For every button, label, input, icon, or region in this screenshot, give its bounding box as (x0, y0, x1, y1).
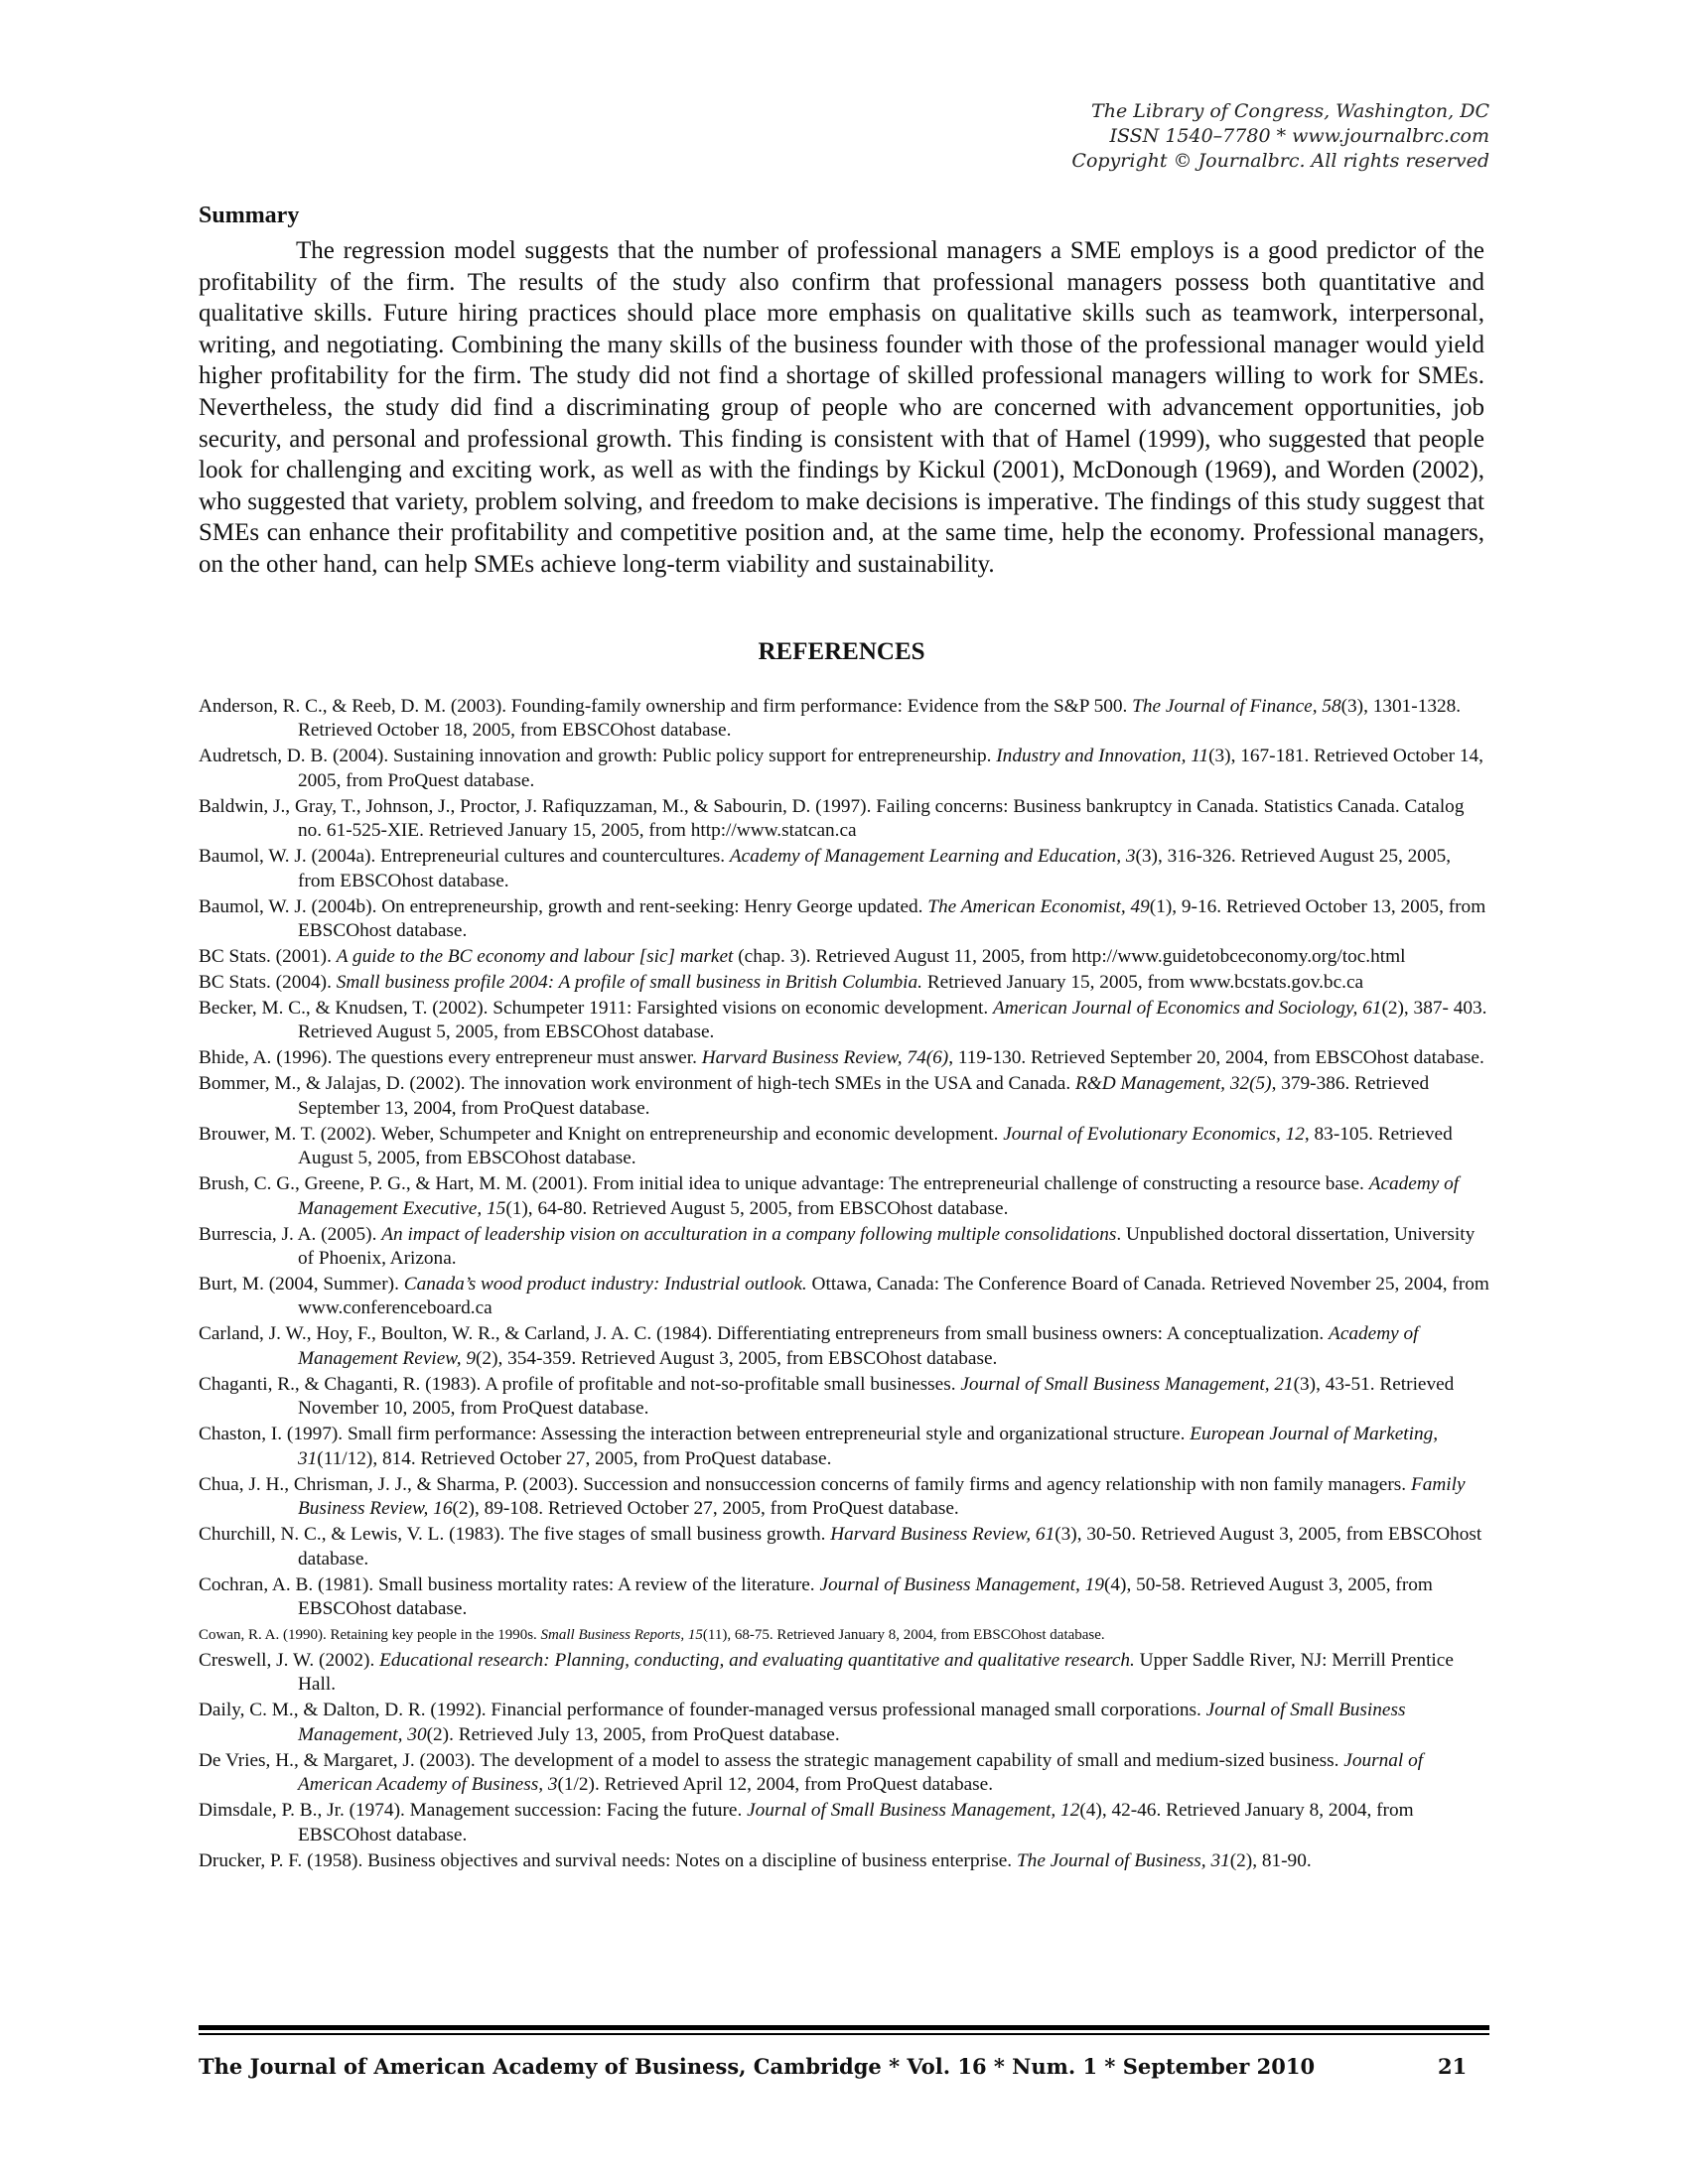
reference-text: Becker, M. C., & Knudsen, T. (2002). Schumpeter 1911: Farsighted visions on economic development. (199, 998, 993, 1020)
reference-entry (199, 1749, 1489, 1798)
reference-text: Brouwer, M. T. (2002). Weber, Schumpeter and Knight on entrepreneurship and economic development. (199, 1123, 1004, 1145)
reference-text: Churchill, N. C., & Lewis, V. L. (1983). The five stages of small business growth. (199, 1524, 831, 1546)
reference-text: Retrieved January 15, 2005, from www.bcstats.gov.bc.ca (922, 972, 1364, 994)
reference-text: (1), 9-16. Retrieved October 13, 2005, from EBSCOhost database. (298, 895, 1486, 942)
reference-entry (199, 971, 1489, 995)
reference-text: (3), 167-181. Retrieved October 14, 2005, from ProQuest database. (298, 746, 1483, 791)
reference-text: , 83-105. Retrieved August 5, 2005, from EBSCOhost database. (298, 1123, 1453, 1169)
reference-entry (199, 1649, 1489, 1698)
reference-source-title: The Journal of Business, 31 (1016, 1849, 1230, 1871)
reference-entry (199, 1573, 1489, 1622)
reference-text: Burrescia, J. A. (2005). (199, 1223, 382, 1245)
reference-text: (2), 89-108. Retrieved October 27, 2005, from ProQuest database. (452, 1498, 959, 1520)
reference-source-title: Small Business Reports, 15 (540, 1626, 703, 1643)
reference-text: (4), 42-46. Retrieved January 8, 2004, from EBSCOhost database. (298, 1800, 1414, 1845)
page-number: 21 (1438, 2054, 1468, 2079)
reference-text: Chaston, I. (1997). Small firm performance: Assessing the interaction between entrepreneurial style and organizational structure. (199, 1424, 1191, 1445)
reference-entry (199, 845, 1489, 893)
reference-text: Bhide, A. (1996). The questions every entrepreneur must answer. (199, 1047, 702, 1069)
reference-text: Audretsch, D. B. (2004). Sustaining innovation and growth: Public policy support for entrepreneurship. (199, 746, 997, 767)
reference-text: (4), 50-58. Retrieved August 3, 2005, from EBSCOhost database. (298, 1573, 1433, 1619)
reference-entry (199, 1322, 1489, 1371)
header-line-library: The Library of Congress, Washington, DC (1091, 100, 1489, 122)
page-header (794, 99, 1489, 174)
reference-source-title: Journal of American Academy of Business, 3 (298, 1749, 1424, 1796)
footer-journal-info: The Journal of American Academy of Business, Cambridge * Vol. 16 * Num. 1 * September 2010 (199, 2054, 1316, 2079)
reference-text: . Unpublished doctoral dissertation, University of Phoenix, Arizona. (298, 1223, 1476, 1270)
reference-entry (199, 1273, 1489, 1321)
reference-text: (1/2). Retrieved April 12, 2004, from ProQuest database. (557, 1774, 994, 1796)
reference-entry (199, 1623, 1489, 1647)
reference-source-title: Academy of Management Review, 9 (298, 1323, 1419, 1369)
reference-entry (199, 1699, 1489, 1747)
reference-text: (1), 64-80. Retrieved August 5, 2005, from EBSCOhost database. (505, 1197, 1009, 1219)
reference-source-title: An impact of leadership vision on acculturation in a company following multiple consolidations (381, 1223, 1117, 1245)
reference-text: Upper Saddle River, NJ: Merrill Prentice Hall. (298, 1649, 1454, 1696)
reference-entry (199, 945, 1489, 969)
reference-entry (199, 795, 1489, 844)
reference-text: Baldwin, J., Gray, T., Johnson, J., Proctor, J. Rafiquzzaman, M., & Sabourin, D. (1997). Failing concerns: Business bankruptcy in Canada. Statistics Canada. Catalog no. 61-525-XIE. Retrieved January 15, 2005, from http://www.statcan.ca (199, 795, 1465, 842)
reference-text: Creswell, J. W. (2002). (199, 1649, 380, 1671)
reference-text: Carland, J. W., Hoy, F., Boulton, W. R., & Carland, J. A. C. (1984). Differentiating entrepreneurs from small business owners: A conceptualization. (199, 1323, 1330, 1345)
reference-source-title: Journal of Small Business Management, 30 (298, 1700, 1406, 1745)
reference-source-title: Academy of Management Learning and Education, 3 (729, 846, 1136, 868)
summary-paragraph: The regression model suggests that the number of professional managers a SME employs is a good predictor of the profitability of the firm. The results of the study also confirm that professional managers possess both quantitative and qualitative skills. Future hiring practices should place more emphasis on qualitative skills such as teamwork, interpersonal, writing, and negotiating. Combining the many skills of the business founder with those of the professional manager would yield higher profitability for the firm. The study did not find a shortage of skilled professional managers willing to work for SMEs. Nevertheless, the study did find a discriminating group of people who are concerned with advancement opportunities, job security, and personal and professional growth. This finding is consistent with that of Hamel (1999), who suggested that people look for challenging and exciting work, as well as with the findings by Kickul (2001), McDonough (1969), and Worden (2002), who suggested that variety, problem solving, and freedom to make decisions is imperative. The findings of this study suggest that SMEs can enhance their profitability and competitive position and, at the same time, help the economy. Professional managers, on the other hand, can help SMEs achieve long-term viability and sustainability. (199, 237, 1484, 578)
reference-entry (199, 895, 1489, 944)
reference-text: , 119-130. Retrieved September 20, 2004, from EBSCOhost database. (948, 1047, 1484, 1069)
reference-source-title: Harvard Business Review, 61 (830, 1524, 1055, 1546)
reference-source-title: Educational research: Planning, conducting, and evaluating quantitative and qualitative research. (379, 1649, 1135, 1671)
reference-source-title: Academy of Management Executive, 15 (298, 1173, 1460, 1219)
reference-entry (199, 1123, 1489, 1171)
reference-text: Cowan, R. A. (1990). Retaining key people in the 1990s. (199, 1626, 541, 1643)
reference-source-title: Journal of Small Business Management, 21 (960, 1373, 1294, 1395)
reference-source-title: The American Economist, 49 (927, 895, 1150, 917)
reference-entry (199, 1849, 1489, 1873)
reference-entry (199, 1423, 1489, 1471)
reference-text: (2), 81-90. (1229, 1849, 1312, 1871)
reference-text: Baumol, W. J. (2004a). Entrepreneurial cultures and countercultures. (199, 846, 730, 868)
reference-text: (2). Retrieved July 13, 2005, from ProQuest database. (426, 1723, 840, 1745)
reference-source-title: Canada’s wood product industry: Industrial outlook. (403, 1274, 807, 1296)
reference-source-title: Journal of Evolutionary Economics, 12 (1003, 1123, 1305, 1145)
reference-text: Burt, M. (2004, Summer). (199, 1274, 404, 1296)
reference-text: (11), 68-75. Retrieved January 8, 2004, from EBSCOhost database. (702, 1626, 1105, 1643)
reference-text: Baumol, W. J. (2004b). On entrepreneurship, growth and rent-seeking: Henry George updated. (199, 895, 928, 917)
reference-text: (3), 43-51. Retrieved November 10, 2005, from ProQuest database. (298, 1373, 1455, 1420)
reference-text: Chaganti, R., & Chaganti, R. (1983). A profile of profitable and not-so-profitable small businesses. (199, 1373, 961, 1395)
header-line-issn: ISSN 1540–7780 * www.journalbrc.com (1109, 125, 1489, 147)
reference-source-title: R&D Management, 32(5) (1075, 1073, 1272, 1095)
reference-text: Daily, C. M., & Dalton, D. R. (1992). Financial performance of founder-managed versus professional managed small corporations. (199, 1700, 1206, 1721)
reference-text: Dimsdale, P. B., Jr. (1974). Management succession: Facing the future. (199, 1800, 748, 1822)
reference-entry (199, 997, 1489, 1045)
references-heading: REFERENCES (758, 638, 925, 665)
reference-source-title: A guide to the BC economy and labour [sic] market (336, 946, 734, 968)
header-line-copyright: Copyright © Journalbrc. All rights reserved (1071, 150, 1489, 172)
reference-text: Brush, C. G., Greene, P. G., & Hart, M. M. (2001). From initial idea to unique advantage: The entrepreneurial challenge of constructing a resource base. (199, 1173, 1369, 1195)
reference-source-title: American Journal of Economics and Sociology, 61 (992, 998, 1382, 1020)
reference-text: Anderson, R. C., & Reeb, D. M. (2003). Founding-family ownership and firm performance: Evidence from the S&P 500. (199, 696, 1133, 717)
reference-entry (199, 1046, 1489, 1070)
reference-entry (199, 1799, 1489, 1847)
reference-entry (199, 695, 1489, 744)
reference-text: , 379-386. Retrieved September 13, 2004, from ProQuest database. (298, 1073, 1430, 1119)
reference-entry (199, 1223, 1489, 1272)
reference-entry (199, 1473, 1489, 1522)
reference-text: Drucker, P. F. (1958). Business objectives and survival needs: Notes on a discipline of business enterprise. (199, 1849, 1017, 1871)
reference-source-title: Harvard Business Review, 74(6) (701, 1047, 949, 1069)
reference-text: (11/12), 814. Retrieved October 27, 2005, from ProQuest database. (317, 1447, 832, 1469)
reference-source-title: Journal of Small Business Management, 12 (747, 1800, 1080, 1822)
reference-entry (199, 745, 1489, 793)
reference-source-title: Small business profile 2004: A profile of small business in British Columbia. (336, 972, 922, 994)
reference-text: Bommer, M., & Jalajas, D. (2002). The innovation work environment of high-tech SMEs in the USA and Canada. (199, 1073, 1075, 1095)
footer-rule-thick (199, 2025, 1489, 2030)
reference-list (199, 695, 1489, 1875)
reference-entry (199, 1373, 1489, 1422)
reference-text: (3), 316-326. Retrieved August 25, 2005, from EBSCOhost database. (298, 846, 1452, 891)
reference-source-title: Journal of Business Management, 19 (819, 1573, 1104, 1595)
reference-text: (2), 387- 403. Retrieved August 5, 2005, from EBSCOhost database. (298, 998, 1487, 1043)
reference-text: Cochran, A. B. (1981). Small business mortality rates: A review of the literature. (199, 1573, 820, 1595)
reference-source-title: Industry and Innovation, 11 (996, 746, 1209, 767)
reference-source-title: The Journal of Finance, 58 (1132, 696, 1341, 717)
reference-text: (3), 1301-1328. Retrieved October 18, 2005, from EBSCOhost database. (298, 696, 1462, 742)
reference-entry (199, 1072, 1489, 1121)
reference-text: De Vries, H., & Margaret, J. (2003). The development of a model to assess the strategic management capability of small and medium-sized business. (199, 1749, 1344, 1771)
reference-text: BC Stats. (2001). (199, 946, 337, 968)
reference-source-title: Family Business Review, 16 (298, 1473, 1466, 1520)
reference-text: Chua, J. H., Chrisman, J. J., & Sharma, P. (2003). Succession and nonsuccession concerns of family firms and agency relationship with non family managers. (199, 1473, 1411, 1495)
reference-source-title: European Journal of Marketing, 31 (298, 1424, 1439, 1469)
reference-text: (chap. 3). Retrieved August 11, 2005, from http://www.guidetobceconomy.org/toc.html (733, 946, 1406, 968)
summary-heading: Summary (199, 203, 300, 228)
reference-entry (199, 1172, 1489, 1221)
footer-rule-thin (199, 2033, 1489, 2035)
reference-text: Ottawa, Canada: The Conference Board of Canada. Retrieved November 25, 2004, from www.conferenceboard.ca (298, 1274, 1489, 1319)
reference-entry (199, 1523, 1489, 1571)
reference-text: BC Stats. (2004). (199, 972, 337, 994)
reference-text: (3), 30-50. Retrieved August 3, 2005, from EBSCOhost database. (298, 1524, 1482, 1570)
reference-text: (2), 354-359. Retrieved August 3, 2005, from EBSCOhost database. (476, 1347, 998, 1369)
